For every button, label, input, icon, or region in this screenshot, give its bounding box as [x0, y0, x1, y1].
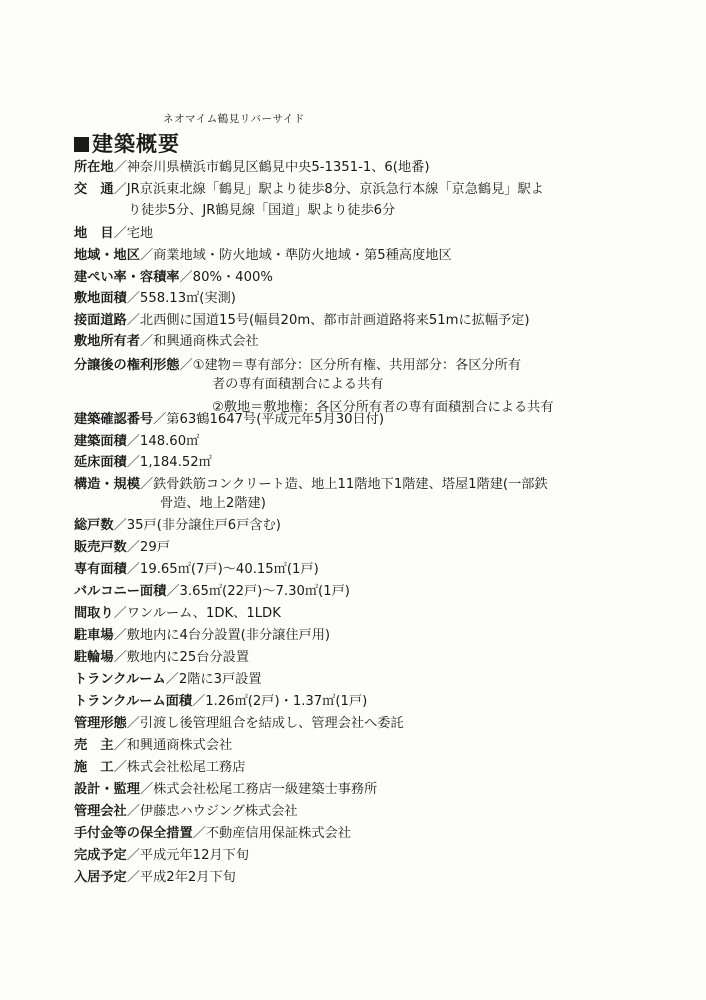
spec-value: ／伊藤忠ハウジング株式会社 — [126, 804, 298, 819]
spec-value: ／鉄骨鉄筋コンクリート造、地上11階地下1階建、塔屋1階建(一部鉄 — [139, 477, 548, 492]
spec-label: 建ぺい率・容積率 — [74, 270, 180, 285]
spec-row-seller — [74, 736, 232, 757]
spec-continuation-structure: 骨造、地上2階建) — [160, 496, 266, 511]
spec-row-completion-date — [74, 846, 249, 867]
spec-continuation-traffic: り徒歩5分、JR鶴見線「国道」駅より徒歩6分 — [128, 203, 396, 218]
spec-value: ／不動産信用保証株式会社 — [192, 826, 351, 841]
spec-value: ／148.60㎡ — [126, 434, 200, 449]
spec-value: ／株式会社松尾工務店一級建築士事務所 — [139, 782, 378, 797]
spec-label: バルコニー面積 — [74, 584, 167, 599]
spec-label: 建築面積 — [74, 434, 127, 449]
spec-row-balcony-area — [74, 582, 350, 603]
spec-row-ownership-form — [74, 356, 521, 377]
spec-value: ／平成元年12月下旬 — [126, 848, 250, 863]
spec-row-building-area — [74, 432, 199, 453]
spec-value: ／80%・400% — [179, 270, 273, 285]
spec-row-private-area — [74, 560, 319, 581]
spec-row-units-for-sale — [74, 538, 170, 559]
spec-value: ／宅地 — [113, 226, 154, 241]
spec-continuation-ownership-1: 者の専有面積割合による共有 — [212, 377, 384, 392]
spec-label: 設計・監理 — [74, 782, 140, 797]
spec-value: ／①建物＝専有部分：区分所有権、共用部分：各区分所有 — [179, 358, 522, 373]
spec-label: 管理形態 — [74, 716, 127, 731]
spec-value: ／引渡し後管理組合を結成し、管理会社へ委託 — [126, 716, 404, 731]
spec-row-location — [74, 158, 429, 179]
spec-label: 接面道路 — [74, 313, 127, 328]
spec-value: ／敷地内に25台分設置 — [113, 650, 250, 665]
property-name-note: ネオマイム鶴見リバーサイド — [163, 113, 305, 125]
spec-value: ／第63鶴1647号(平成元年5月30日付) — [153, 412, 384, 427]
spec-value: ／1,184.52㎡ — [126, 455, 212, 470]
spec-label: 完成予定 — [74, 848, 127, 863]
spec-label: 総戸数 — [74, 518, 114, 533]
spec-row-management-company — [74, 802, 298, 823]
spec-label: 手付金等の保全措置 — [74, 826, 193, 841]
spec-row-permit-number — [74, 410, 384, 431]
square-bullet-icon — [74, 137, 89, 152]
spec-label: 建築確認番号 — [74, 412, 154, 427]
spec-label: 構造・規模 — [74, 477, 140, 492]
spec-label: 売 主 — [74, 738, 114, 753]
spec-label: 施 工 — [74, 760, 114, 775]
spec-value: ／35戸(非分譲住戸6戸含む) — [113, 518, 281, 533]
spec-value: ／ワンルーム、1DK、1LDK — [113, 606, 281, 621]
spec-value: ／2階に3戸設置 — [165, 672, 262, 687]
spec-label: 地域・地区 — [74, 248, 140, 263]
spec-label: 専有面積 — [74, 562, 127, 577]
spec-value: ／和興通商株式会社 — [139, 334, 259, 349]
spec-label: 地 目 — [74, 226, 114, 241]
spec-label: 敷地面積 — [74, 291, 127, 306]
spec-value: ／29戸 — [126, 540, 170, 555]
spec-label: トランクルーム — [74, 672, 166, 687]
spec-row-structure — [74, 475, 548, 496]
spec-label: 交 通 — [74, 182, 114, 197]
spec-label: 販売戸数 — [74, 540, 127, 555]
spec-label: 間取り — [74, 606, 114, 621]
spec-row-move-in-date — [74, 868, 236, 889]
spec-value: ／商業地域・防火地域・準防火地域・第5種高度地区 — [139, 248, 452, 263]
spec-label: 駐輪場 — [74, 650, 114, 665]
spec-label: 分譲後の権利形態 — [74, 358, 180, 373]
spec-row-deposit-protection — [74, 824, 351, 845]
section-title — [74, 128, 180, 158]
spec-value: ／北西側に国道15号(幅員20m、都市計画道路将来51mに拡幅予定) — [126, 313, 530, 328]
spec-label: 延床面積 — [74, 455, 127, 470]
spec-row-floor-area — [74, 453, 212, 474]
spec-label: トランクルーム面積 — [74, 694, 193, 709]
spec-row-management-form — [74, 714, 404, 735]
spec-row-layout — [74, 604, 281, 625]
spec-value: ／558.13㎡(実測) — [126, 291, 236, 306]
spec-row-total-units — [74, 516, 281, 537]
spec-row-trunk-room — [74, 670, 262, 691]
spec-value: ／株式会社松尾工務店 — [113, 760, 246, 775]
spec-row-coverage-ratio — [74, 268, 273, 289]
spec-row-road — [74, 311, 530, 332]
spec-value: ／敷地内に4台分設置(非分譲住戸用) — [113, 628, 331, 643]
section-title-text: 建築概要 — [92, 132, 180, 156]
spec-row-traffic — [74, 180, 544, 201]
spec-value: ／JR京浜東北線「鶴見」駅より徒歩8分、京浜急行本線「京急鶴見」駅よ — [113, 182, 544, 197]
spec-label: 敷地所有者 — [74, 334, 140, 349]
spec-row-bicycle-parking — [74, 648, 249, 669]
spec-value: ／3.65㎡(22戸)～7.30㎡(1戸) — [166, 584, 350, 599]
spec-value: ／19.65㎡(7戸)～40.15㎡(1戸) — [126, 562, 319, 577]
spec-label: 所在地 — [74, 160, 114, 175]
spec-row-site-owner — [74, 332, 259, 353]
spec-row-land-category — [74, 224, 153, 245]
spec-value: ／和興通商株式会社 — [113, 738, 233, 753]
spec-value: ／平成2年2月下旬 — [126, 870, 236, 885]
spec-row-trunk-room-area — [74, 692, 367, 713]
spec-row-zoning — [74, 246, 452, 267]
spec-row-construction — [74, 758, 245, 779]
spec-label: 入居予定 — [74, 870, 127, 885]
spec-value: ／神奈川県横浜市鶴見区鶴見中央5-1351-1、6(地番) — [113, 160, 430, 175]
spec-label: 管理会社 — [74, 804, 127, 819]
spec-value: ／1.26㎡(2戸)・1.37㎡(1戸) — [192, 694, 368, 709]
spec-continuation-ownership-2: ②敷地＝敷地権：各区分所有者の専有面積割合による共有 — [212, 400, 554, 415]
spec-row-parking — [74, 626, 330, 647]
spec-row-site-area — [74, 289, 236, 310]
spec-row-design-supervision — [74, 780, 377, 801]
spec-label: 駐車場 — [74, 628, 114, 643]
